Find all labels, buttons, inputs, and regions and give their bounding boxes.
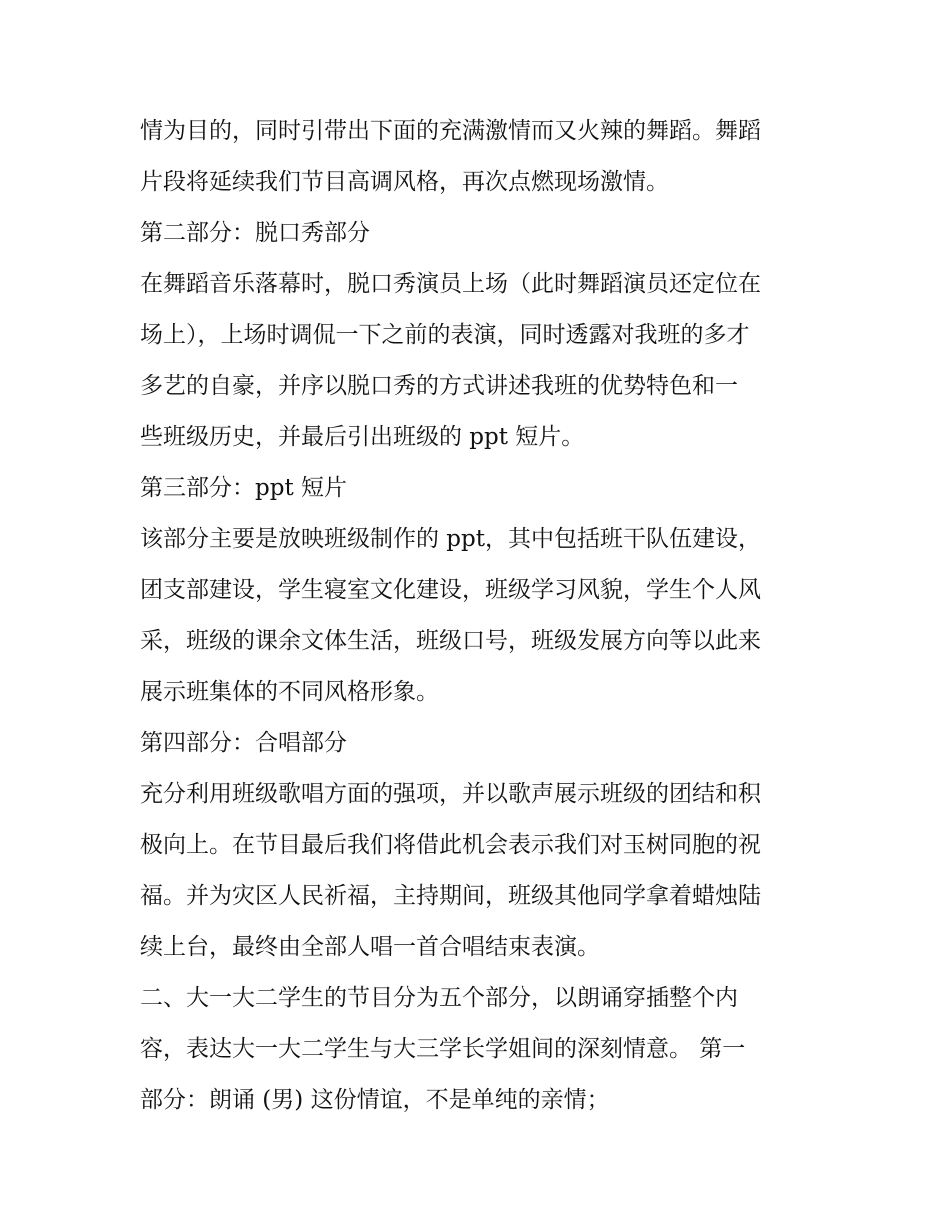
text-line: 些班级历史，并最后引出班级的 ppt 短片。 [140, 424, 585, 450]
text-line: 采，班级的课余文体生活，班级口号，班级发展方向等以此来 [140, 628, 761, 654]
text-line: 展示班集体的不同风格形象。 [140, 679, 439, 705]
text-line: 团支部建设，学生寝室文化建设，班级学习风貌，学生个人风 [140, 577, 761, 603]
section-heading: 第三部分：ppt 短片 [140, 475, 347, 501]
section-heading: 第四部分：合唱部分 [140, 730, 347, 756]
text-line: 多艺的自豪，并序以脱口秀的方式讲述我班的优势特色和一 [140, 373, 738, 399]
text-line: 容，表达大一大二学生与大三学长学姐间的深刻情意。 第一 [140, 1036, 746, 1062]
text-line: 部分：朗诵 (男) 这份情谊，不是单纯的亲情； [140, 1087, 610, 1113]
text-line: 福。并为灾区人民祈福，主持期间，班级其他同学拿着蜡烛陆 [140, 883, 761, 909]
text-line: 极向上。在节目最后我们将借此机会表示我们对玉树同胞的祝 [140, 832, 761, 858]
text-line: 片段将延续我们节目高调风格，再次点燃现场激情。 [140, 169, 669, 195]
text-line: 充分利用班级歌唱方面的强项，并以歌声展示班级的团结和积 [140, 781, 761, 807]
text-line: 场上），上场时调侃一下之前的表演，同时透露对我班的多才 [140, 322, 750, 348]
section-heading: 第二部分：脱口秀部分 [140, 220, 370, 246]
text-line: 续上台，最终由全部人唱一首合唱结束表演。 [140, 934, 600, 960]
text-line: 在舞蹈音乐落幕时，脱口秀演员上场（此时舞蹈演员还定位在 [140, 271, 761, 297]
text-line: 二、大一大二学生的节目分为五个部分，以朗诵穿插整个内 [140, 985, 738, 1011]
text-line: 该部分主要是放映班级制作的 ppt，其中包括班干队伍建设， [140, 526, 761, 552]
document-body [140, 106, 815, 1126]
text-line: 情为目的，同时引带出下面的充满激情而又火辣的舞蹈。舞蹈 [140, 118, 761, 144]
